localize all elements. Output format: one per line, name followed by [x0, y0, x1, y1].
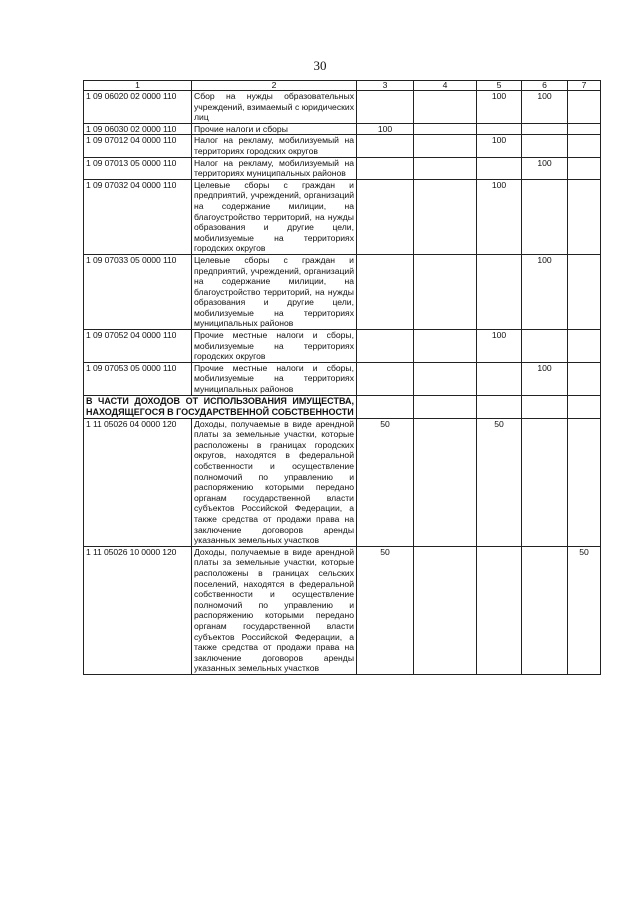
- table-row: [84, 123, 601, 135]
- value-cell: [522, 179, 568, 254]
- value-cell: 100: [477, 91, 522, 124]
- revenue-description: Прочие местные налоги и сборы, мобилизуемые на территориях муниципальных районов: [192, 362, 357, 395]
- revenue-table: [83, 80, 601, 675]
- value-cell: [568, 395, 601, 418]
- revenue-description: Целевые сборы с граждан и предприятий, учреждений, организаций на содержание милиции, на благоустройство территорий, на нужды образования и другие цели, мобилизуемые на территориях городских округов: [192, 179, 357, 254]
- revenue-description: Сбор на нужды образовательных учреждений, взимаемый с юридических лиц: [192, 91, 357, 124]
- revenue-code: 1 09 07012 04 0000 110: [84, 135, 192, 157]
- revenue-description: Прочие местные налоги и сборы, мобилизуемые на территориях городских округов: [192, 330, 357, 363]
- table-header-row: [84, 81, 601, 91]
- value-cell: [357, 179, 414, 254]
- value-cell: 50: [568, 546, 601, 674]
- revenue-description: Налог на рекламу, мобилизуемый на территориях муниципальных районов: [192, 157, 357, 179]
- revenue-code: 1 09 07013 05 0000 110: [84, 157, 192, 179]
- value-cell: 100: [477, 179, 522, 254]
- value-cell: 100: [477, 135, 522, 157]
- value-cell: [568, 135, 601, 157]
- value-cell: [568, 254, 601, 329]
- value-cell: [414, 330, 477, 363]
- revenue-description: Доходы, получаемые в виде арендной платы за земельные участки, которые расположены в границах городских округов, находятся в федеральной собственности и осуществление полномочий по управлению и распоряжению которыми передано органам государственной власти субъектов Российской Федерации, а также средства от продажи права на заключение договоров аренды указанных земельных участков: [192, 418, 357, 546]
- value-cell: [414, 123, 477, 135]
- revenue-code: 1 11 05026 04 0000 120: [84, 418, 192, 546]
- value-cell: [522, 395, 568, 418]
- value-cell: [414, 91, 477, 124]
- value-cell: 50: [477, 418, 522, 546]
- value-cell: [568, 362, 601, 395]
- value-cell: [414, 546, 477, 674]
- value-cell: 100: [357, 123, 414, 135]
- revenue-code: 1 09 06030 02 0000 110: [84, 123, 192, 135]
- value-cell: 100: [477, 330, 522, 363]
- value-cell: [357, 395, 414, 418]
- value-cell: [477, 123, 522, 135]
- revenue-description: Прочие налоги и сборы: [192, 123, 357, 135]
- value-cell: [477, 546, 522, 674]
- value-cell: [522, 330, 568, 363]
- value-cell: [414, 395, 477, 418]
- value-cell: [568, 91, 601, 124]
- value-cell: 50: [357, 418, 414, 546]
- revenue-code: 1 09 07052 04 0000 110: [84, 330, 192, 363]
- value-cell: [414, 135, 477, 157]
- revenue-description: Доходы, получаемые в виде арендной платы за земельные участки, которые расположены в границах сельских поселений, находятся в федеральной собственности и осуществление полномочий по управлению и распоряжению которыми передано органам государственной власти субъектов Российской Федерации, а также средства от продажи права на заключение договоров аренды указанных земельных участков: [192, 546, 357, 674]
- table-row: [84, 135, 601, 157]
- value-cell: 100: [522, 254, 568, 329]
- table-row: [84, 418, 601, 546]
- revenue-description: Налог на рекламу, мобилизуемый на территориях городских округов: [192, 135, 357, 157]
- table-row: [84, 91, 601, 124]
- table-row: [84, 157, 601, 179]
- value-cell: [414, 418, 477, 546]
- value-cell: [522, 546, 568, 674]
- value-cell: [522, 135, 568, 157]
- value-cell: [568, 418, 601, 546]
- revenue-code: 1 09 07053 05 0000 110: [84, 362, 192, 395]
- value-cell: [357, 91, 414, 124]
- value-cell: [477, 362, 522, 395]
- table-row: [84, 330, 601, 363]
- section-heading: В ЧАСТИ ДОХОДОВ ОТ ИСПОЛЬЗОВАНИЯ ИМУЩЕСТВА, НАХОДЯЩЕГОСЯ В ГОСУДАРСТВЕННОЙ СОБСТВЕННОСТИ: [84, 395, 357, 418]
- value-cell: [357, 135, 414, 157]
- value-cell: [477, 157, 522, 179]
- value-cell: [522, 123, 568, 135]
- table-row: [84, 254, 601, 329]
- column-header-3: 3: [357, 81, 414, 91]
- revenue-code: 1 09 07032 04 0000 110: [84, 179, 192, 254]
- value-cell: [477, 254, 522, 329]
- revenue-code: 1 09 06020 02 0000 110: [84, 91, 192, 124]
- value-cell: 100: [522, 91, 568, 124]
- value-cell: [522, 418, 568, 546]
- column-header-7: 7: [568, 81, 601, 91]
- section-row: [84, 395, 601, 418]
- column-header-6: 6: [522, 81, 568, 91]
- revenue-code: 1 11 05026 10 0000 120: [84, 546, 192, 674]
- value-cell: [357, 157, 414, 179]
- value-cell: [568, 330, 601, 363]
- value-cell: [357, 330, 414, 363]
- value-cell: [477, 395, 522, 418]
- revenue-code: 1 09 07033 05 0000 110: [84, 254, 192, 329]
- value-cell: [568, 157, 601, 179]
- column-header-2: 2: [192, 81, 357, 91]
- value-cell: [414, 179, 477, 254]
- value-cell: [357, 254, 414, 329]
- table-row: [84, 179, 601, 254]
- revenue-description: Целевые сборы с граждан и предприятий, учреждений, организаций на содержание милиции, на благоустройство территорий, на нужды образования и другие цели, мобилизуемые на территориях муниципальных районов: [192, 254, 357, 329]
- value-cell: [568, 179, 601, 254]
- value-cell: 100: [522, 157, 568, 179]
- value-cell: [414, 254, 477, 329]
- value-cell: [568, 123, 601, 135]
- value-cell: 50: [357, 546, 414, 674]
- column-header-1: 1: [84, 81, 192, 91]
- table-row: [84, 546, 601, 674]
- value-cell: [414, 157, 477, 179]
- table-row: [84, 362, 601, 395]
- value-cell: 100: [522, 362, 568, 395]
- column-header-4: 4: [414, 81, 477, 91]
- value-cell: [357, 362, 414, 395]
- column-header-5: 5: [477, 81, 522, 91]
- value-cell: [414, 362, 477, 395]
- page-number: 30: [313, 58, 327, 73]
